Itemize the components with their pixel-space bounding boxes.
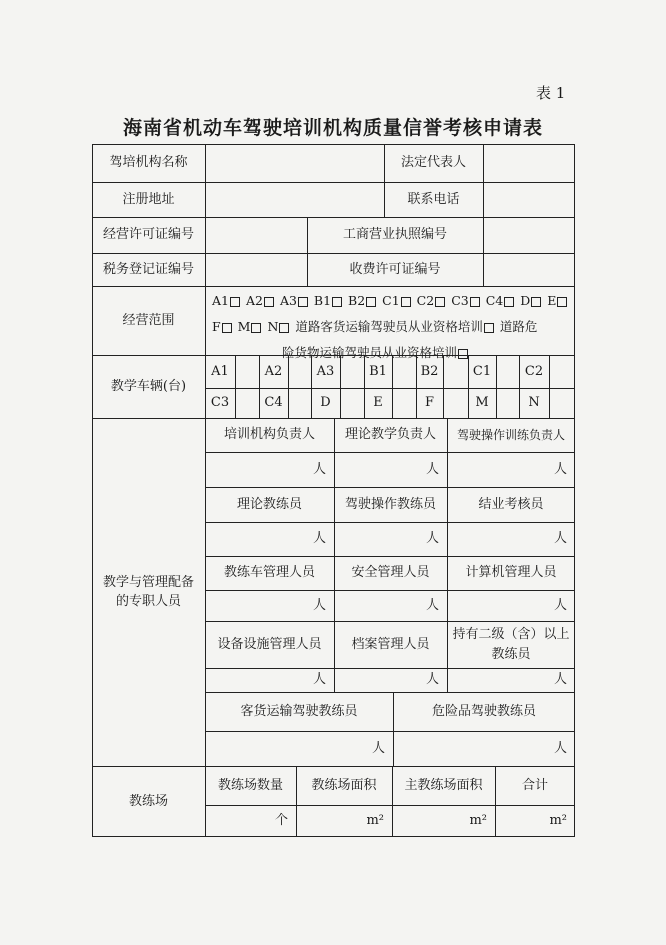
vehicle-class: C3 (210, 395, 230, 411)
vehicle-class: C2 (524, 363, 544, 379)
legal-rep-label: 法定代表人 (400, 155, 466, 171)
checkbox[interactable] (435, 297, 445, 307)
tax-reg-field[interactable] (205, 253, 307, 286)
staff-role: 驾驶操作教练员 (344, 496, 436, 512)
checkbox[interactable] (470, 297, 480, 307)
checkbox[interactable] (332, 297, 342, 307)
field-header: 主教练场面积 (404, 777, 483, 793)
business-license-field[interactable] (483, 217, 575, 253)
scope-line-2: F M N 道路客货运输驾驶员从业资格培训 道路危 (212, 319, 538, 334)
vehicle-class: M (475, 395, 489, 411)
staff-role: 计算机管理人员 (465, 565, 557, 581)
field-count-unit: 个 (274, 813, 288, 829)
staff-count-unit: 人 (312, 531, 326, 547)
fee-permit-label: 收费许可证编号 (349, 261, 441, 277)
staff-role: 理论教学负责人 (344, 427, 436, 443)
scope-line-3: 险货物运输驾驶员从业资格培训 (212, 340, 572, 366)
vehicle-class: A1 (211, 363, 229, 379)
field-header: 教练场数量 (217, 777, 283, 793)
checkbox[interactable] (298, 297, 308, 307)
staff-count-unit: 人 (553, 740, 567, 756)
staff-role: 危险品驾驶教练员 (431, 703, 536, 719)
staff-role: 安全管理人员 (351, 565, 430, 581)
table-number: 表 1 (536, 84, 566, 102)
staff-role: 驾驶操作训练负责人 (456, 428, 565, 442)
vehicle-class: N (528, 395, 540, 411)
staff-role: 设备设施管理人员 (217, 636, 322, 652)
legal-rep-field[interactable] (483, 144, 575, 182)
staff-role: 持有二级（含）以上 教练员 (452, 627, 570, 662)
biz-permit-label: 经营许可证编号 (102, 227, 194, 243)
checkbox[interactable] (557, 297, 567, 307)
vehicle-class: F (424, 395, 435, 411)
vehicle-class: B2 (420, 363, 439, 379)
staff-role: 客货运输驾驶教练员 (240, 703, 358, 719)
phone-label: 联系电话 (407, 191, 460, 207)
checkbox[interactable] (484, 323, 494, 333)
staff-role: 档案管理人员 (351, 636, 430, 652)
field-header: 教练场面积 (311, 777, 377, 793)
vehicle-class: A2 (264, 363, 283, 379)
staff-count-unit: 人 (553, 672, 567, 688)
address-field[interactable] (205, 182, 384, 217)
checkbox[interactable] (531, 297, 541, 307)
staff-count-unit: 人 (312, 461, 326, 477)
staff-count-unit: 人 (425, 531, 439, 547)
vehicles-label: 教学车辆(台) (110, 378, 187, 394)
org-name-field[interactable] (205, 144, 384, 182)
staff-count-unit: 人 (371, 740, 385, 756)
business-license-label: 工商营业执照编号 (342, 227, 447, 243)
staff-label: 教学与管理配备 的专职人员 (102, 574, 194, 609)
checkbox[interactable] (222, 323, 232, 333)
form-title: 海南省机动车驾驶培训机构质量信誉考核申请表 (122, 117, 543, 139)
checkbox[interactable] (230, 297, 240, 307)
vehicle-class: D (320, 395, 331, 411)
checkbox[interactable] (279, 323, 289, 333)
phone-field[interactable] (483, 182, 575, 217)
staff-count-unit: 人 (312, 672, 326, 688)
staff-count-unit: 人 (553, 461, 567, 477)
training-field-label: 教练场 (128, 793, 168, 809)
field-area-unit: m² (549, 813, 567, 829)
staff-role: 结业考核员 (478, 496, 544, 512)
address-label: 注册地址 (122, 191, 175, 207)
tax-reg-label: 税务登记证编号 (102, 261, 194, 277)
staff-count-unit: 人 (425, 597, 439, 613)
staff-count-unit: 人 (553, 531, 567, 547)
vehicle-class: C1 (472, 363, 492, 379)
checkbox[interactable] (251, 323, 261, 333)
field-header: 合计 (521, 777, 548, 793)
checkbox[interactable] (504, 297, 514, 307)
scope-line-1: A1 A2 A3 B1 B2 C1 C2 C3 C4 D E (212, 288, 572, 314)
staff-role: 培训机构负责人 (223, 427, 315, 443)
staff-role: 理论教练员 (236, 496, 302, 512)
fee-permit-field[interactable] (483, 253, 575, 286)
field-area-unit: m² (469, 813, 487, 829)
biz-permit-field[interactable] (205, 217, 307, 253)
field-area-unit: m² (366, 813, 384, 829)
org-name-label: 驾培机构名称 (109, 155, 188, 171)
staff-count-unit: 人 (425, 461, 439, 477)
staff-role: 教练车管理人员 (223, 565, 315, 581)
checkbox[interactable] (366, 297, 376, 307)
staff-count-unit: 人 (312, 597, 326, 613)
vehicle-class: E (373, 395, 383, 411)
staff-count-unit: 人 (425, 672, 439, 688)
scope-label: 经营范围 (122, 312, 175, 328)
staff-count-unit: 人 (553, 597, 567, 613)
vehicle-class: A3 (316, 363, 335, 379)
checkbox[interactable] (401, 297, 411, 307)
vehicle-class: B1 (369, 363, 387, 379)
vehicle-class: C4 (264, 395, 283, 411)
checkbox[interactable] (458, 349, 468, 359)
checkbox[interactable] (264, 297, 274, 307)
